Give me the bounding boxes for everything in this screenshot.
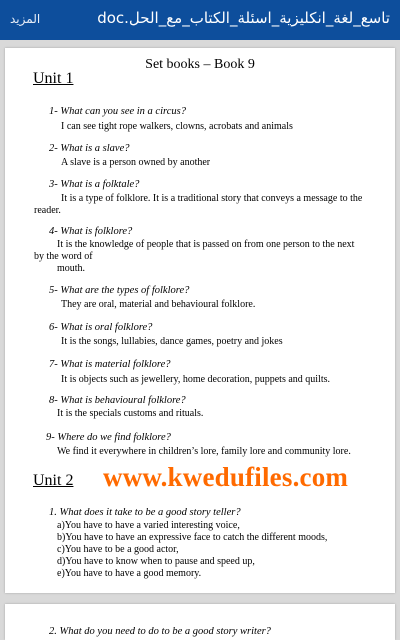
answer-1: I can see tight rope walkers, clowns, acrobats and animals xyxy=(61,121,293,132)
answer-2: A slave is a person owned by another xyxy=(61,157,211,168)
question-2: 2- What is a slave? xyxy=(49,143,130,154)
answer-5: They are oral, material and behavioural folklore. xyxy=(61,299,256,310)
question-7: 7- What is material folklore? xyxy=(49,359,171,370)
unit-2-question-1: 1. What does it take to be a good story teller? xyxy=(49,507,241,518)
unit-2-answer-c: c)You have to be a good actor, xyxy=(57,544,179,555)
answer-4-line-2: by the word of xyxy=(34,251,93,262)
answer-6: It is the songs, lullabies, dance games, poetry and jokes xyxy=(61,336,283,347)
answer-3-line-1: It is a type of folklore. It is a traditional story that conveys a message to the xyxy=(61,193,363,204)
page-2-question: 2. What do you need to do to be a good story writer? xyxy=(49,626,271,637)
answer-7: It is objects such as jewellery, home decoration, puppets and quilts. xyxy=(61,374,331,385)
unit-2-heading: Unit 2 xyxy=(33,472,74,489)
unit-2-answer-b: b)You have to have an expressive face to catch the different moods, xyxy=(57,532,328,543)
question-9: 9- Where do we find folklore? xyxy=(46,432,171,443)
answer-3-line-2: reader. xyxy=(34,205,61,216)
document-page-1 xyxy=(5,48,395,593)
answer-4-line-1: It is the knowledge of people that is passed on from one person to the next xyxy=(57,239,355,250)
document-page-2 xyxy=(5,604,395,640)
question-1: 1- What can you see in a circus? xyxy=(49,106,186,117)
unit-1-heading: Unit 1 xyxy=(33,70,74,87)
question-4: 4- What is folklore? xyxy=(49,226,133,237)
question-5: 5- What are the types of folklore? xyxy=(49,285,190,296)
watermark: www.kwedufiles.com xyxy=(103,462,349,492)
question-8: 8- What is behavioural folklore? xyxy=(49,395,186,406)
question-6: 6- What is oral folklore? xyxy=(49,322,153,333)
question-3: 3- What is a folktale? xyxy=(49,179,140,190)
unit-2-answer-e: e)You have to have a good memory. xyxy=(57,568,202,579)
page-heading: Set books – Book 9 xyxy=(145,57,255,72)
document-title: doc.تاسع_لغة_انكليزية_اسئلة_الكتاب_مع_الحل xyxy=(97,9,390,27)
answer-4-line-3: mouth. xyxy=(57,263,86,274)
more-button[interactable]: المزيد xyxy=(10,12,41,26)
unit-2-answer-d: d)You have to know when to pause and speed up, xyxy=(57,556,255,567)
answer-8: It is the specials customs and rituals. xyxy=(57,408,204,419)
app-header xyxy=(0,0,400,40)
answer-9: We find it everywhere in children’s lore, family lore and community lore. xyxy=(57,446,351,457)
unit-2-answer-a: a)You have to have a varied interesting voice, xyxy=(57,520,240,531)
